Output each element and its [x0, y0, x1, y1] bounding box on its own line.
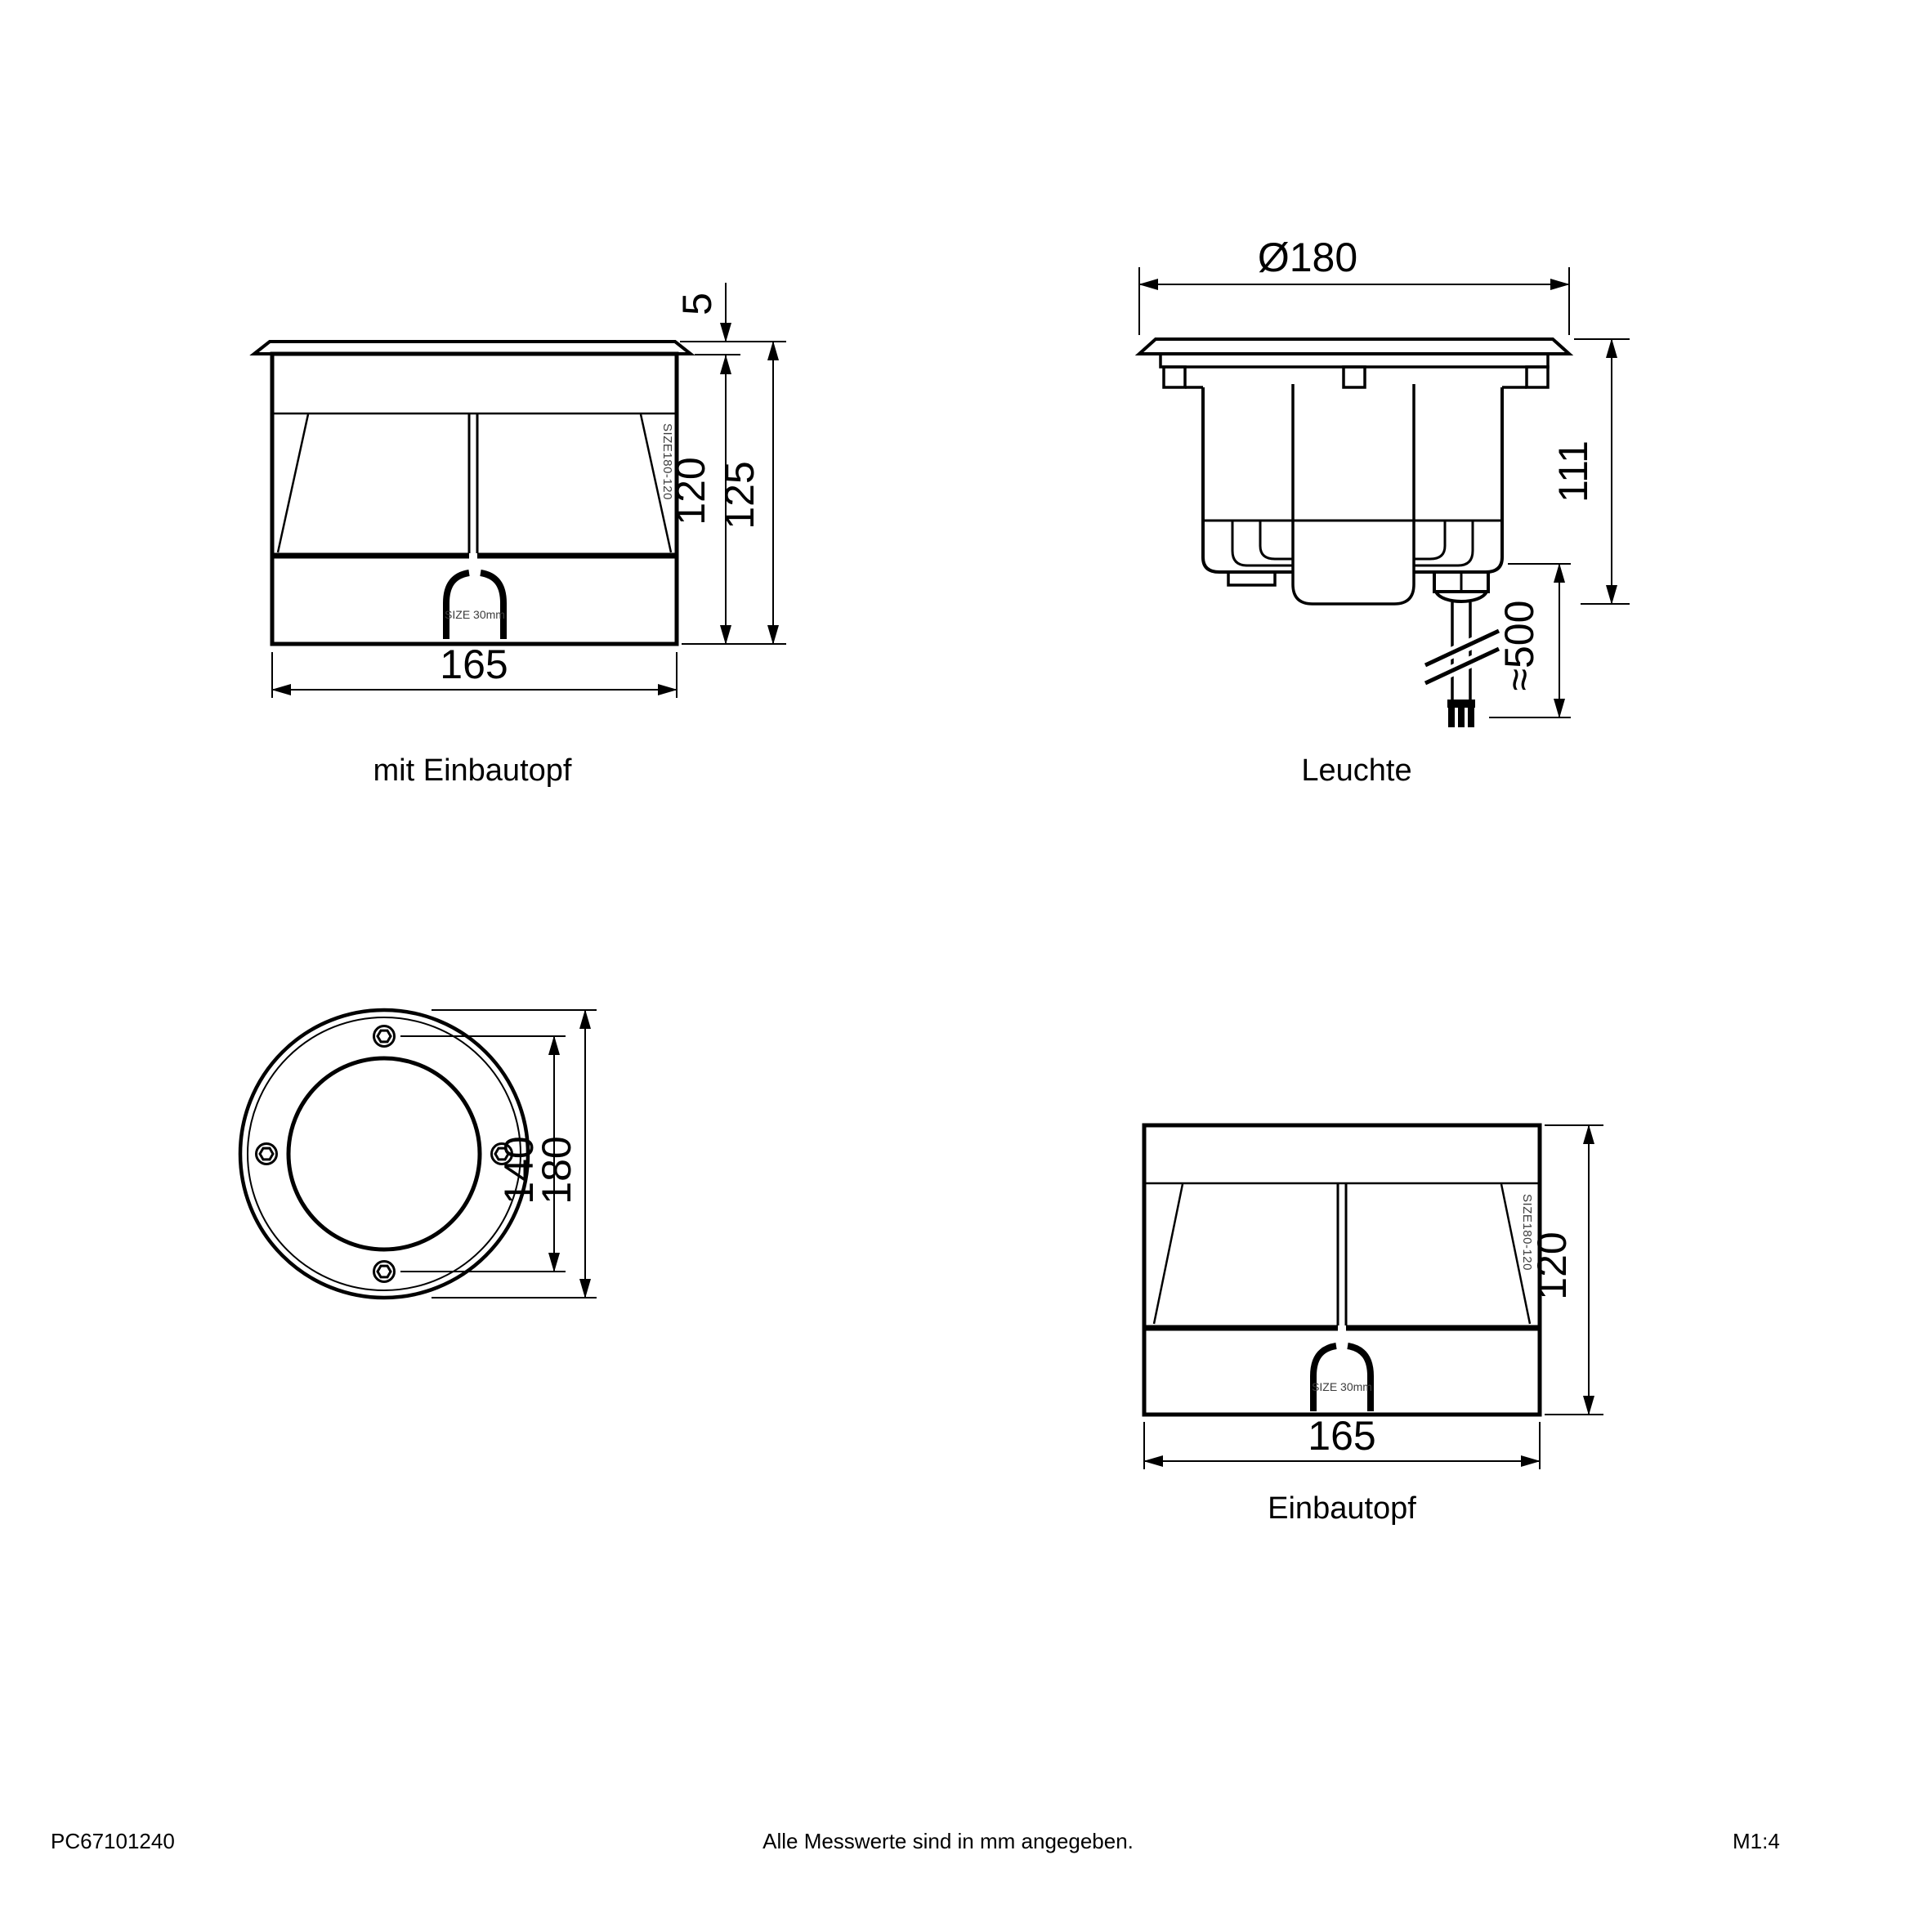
- under-plate: [1161, 354, 1548, 367]
- cable-entry-arch: [1313, 1346, 1336, 1411]
- cable-entry-arch: [481, 573, 503, 639]
- view-pot: [1144, 1125, 1603, 1526]
- gear-box-outline: [1293, 384, 1414, 604]
- view-caption: mit Einbautopf: [373, 753, 572, 788]
- luminaire-flange: [1139, 339, 1569, 354]
- hex-socket-icon: [378, 1030, 391, 1042]
- dim-height: 111: [1550, 440, 1596, 503]
- cable-entry-label: SIZE 30mm: [445, 608, 505, 621]
- cable-entry-arch: [1348, 1346, 1371, 1411]
- view-luminaire: [1139, 235, 1630, 788]
- view-caption: Leuchte: [1301, 753, 1412, 788]
- dim-total-height: 125: [717, 461, 763, 530]
- dim-height: 120: [1529, 1231, 1575, 1300]
- window-bevel-line: [278, 414, 308, 552]
- dim-diameter: Ø180: [1257, 235, 1358, 280]
- fixing-clip: [1344, 367, 1365, 387]
- screw-left: [257, 1144, 277, 1164]
- wire-end: [1468, 708, 1474, 727]
- cable-entry-label: SIZE 30mm: [1312, 1380, 1372, 1393]
- engraving-label: SIZE180-120: [660, 423, 674, 500]
- pot-outline: [1144, 1125, 1540, 1415]
- fixing-clip: [1527, 367, 1548, 387]
- article-number: PC67101240: [51, 1829, 175, 1853]
- wire-end-block: [1447, 700, 1475, 708]
- fixing-clip: [1164, 367, 1185, 387]
- screw-top: [374, 1026, 395, 1047]
- engraving-label: SIZE180-120: [1520, 1194, 1534, 1271]
- scale-note: M1:4: [1733, 1829, 1780, 1853]
- fin-line: [1260, 521, 1293, 559]
- dim-body-height: 120: [668, 457, 713, 525]
- pot-body-outline: [272, 354, 677, 644]
- dim-outer-diameter: 180: [534, 1136, 579, 1205]
- view-caption: Einbautopf: [1268, 1491, 1416, 1526]
- logo-swoosh: [321, 1086, 468, 1247]
- dim-width: 165: [1308, 1413, 1376, 1459]
- view-side-with-pot: [254, 283, 786, 788]
- screw-bottom: [374, 1262, 395, 1282]
- cable-entry-arch: [446, 573, 469, 639]
- foot-tab: [1228, 572, 1275, 585]
- hex-socket-icon: [260, 1148, 273, 1160]
- fin-line: [1414, 521, 1445, 559]
- wire-end: [1448, 708, 1455, 727]
- dim-screw-circle: 140: [496, 1136, 542, 1205]
- dim-flange: 5: [674, 293, 720, 315]
- dim-cable-length: ≈500: [1496, 600, 1542, 691]
- window-bevel-line: [1154, 1184, 1183, 1324]
- view-front-round: [240, 1010, 597, 1298]
- wire-end: [1458, 708, 1465, 727]
- hex-socket-icon: [378, 1266, 391, 1277]
- footer: [51, 1829, 1780, 1853]
- units-note: Alle Messwerte sind in mm angegeben.: [763, 1829, 1134, 1853]
- dim-width: 165: [440, 641, 508, 687]
